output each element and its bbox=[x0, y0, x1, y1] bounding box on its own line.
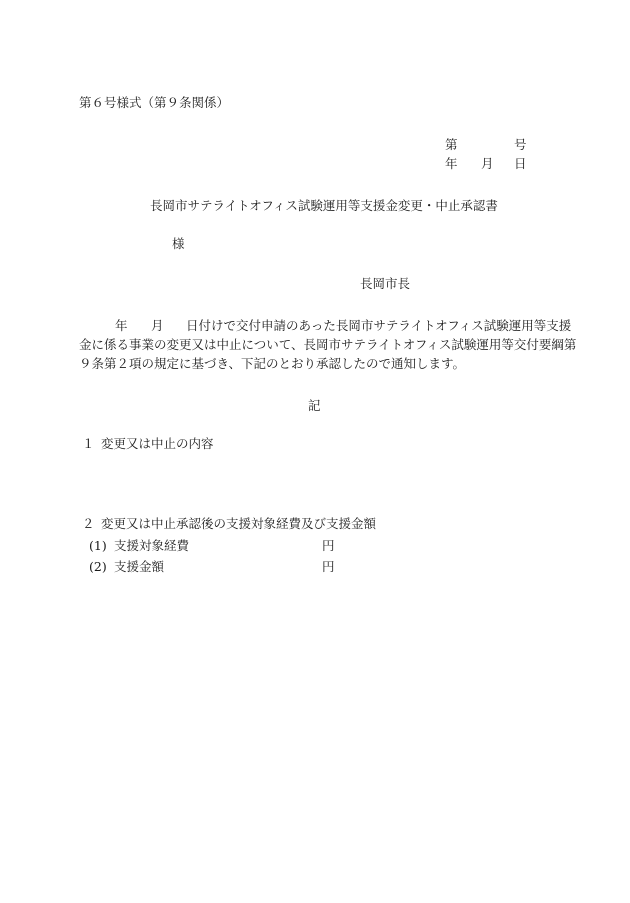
date-month: 月 bbox=[481, 156, 494, 171]
date-year: 年 bbox=[445, 156, 458, 171]
document-title: 長岡市サテライトオフィス試験運用等支援金変更・中止承認書 bbox=[150, 198, 498, 213]
body-text-line-3: ９条第２項の規定に基づき、下記のとおり承認したので通知します。 bbox=[79, 356, 466, 371]
item-1-text: 変更又は中止の内容 bbox=[101, 436, 214, 451]
body-year: 年 bbox=[115, 318, 128, 333]
issuer: 長岡市長 bbox=[360, 276, 411, 291]
item-2-text: 変更又は中止承認後の支援対象経費及び支援金額 bbox=[101, 516, 377, 531]
body-text-line-1: 日付けで交付申請のあった長岡市サテライトオフィス試験運用等支援 bbox=[186, 318, 572, 333]
ki-heading: 記 bbox=[308, 398, 321, 413]
sub-item-1-number: (1) bbox=[89, 538, 107, 553]
sub-item-1-label: 支援対象経費 bbox=[114, 538, 190, 553]
form-number: 第６号様式（第９条関係） bbox=[79, 95, 230, 110]
document-number-prefix: 第 bbox=[445, 137, 458, 152]
body-month: 月 bbox=[151, 318, 164, 333]
date-day: 日 bbox=[514, 156, 527, 171]
item-2-number: ２ bbox=[82, 516, 95, 531]
document-number-suffix: 号 bbox=[514, 137, 527, 152]
body-text-line-2: 金に係る事業の変更又は中止について、長岡市サテライトオフィス試験運用等交付要綱第 bbox=[79, 337, 577, 352]
sub-item-2-unit: 円 bbox=[322, 559, 335, 574]
item-1-number: １ bbox=[82, 436, 95, 451]
sub-item-2-number: (2) bbox=[89, 559, 107, 574]
sub-item-2-label: 支援金額 bbox=[114, 559, 165, 574]
sub-item-1-unit: 円 bbox=[322, 538, 335, 553]
addressee-honorific: 様 bbox=[172, 236, 185, 251]
